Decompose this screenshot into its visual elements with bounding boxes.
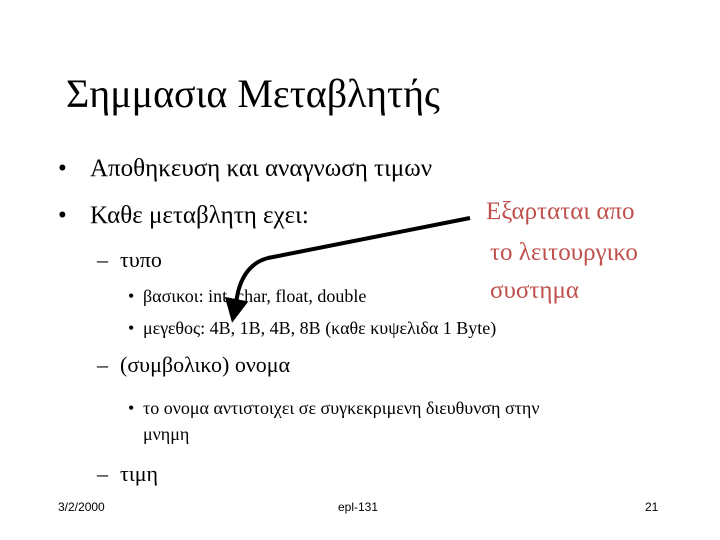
sub-bullet-value: τιμη [120,461,159,486]
dash-marker: – [97,461,108,486]
bullet-marker: • [58,202,67,229]
bullet-each-variable: Καθε μεταβλητη εχει: [90,202,309,229]
bullet-marker: • [58,155,67,182]
sub-sub-bullet-name-maps-line2: μνημη [143,424,190,444]
sub-sub-bullet-sizes: μεγεθος: 4B, 1B, 4B, 8B (καθε κυψελιδα 1 Byte) [143,318,497,338]
annotation-line2: το λειτουργικο [490,239,638,266]
bullet-marker: • [128,318,135,338]
bullet-marker: • [128,286,135,306]
sub-sub-bullet-name-maps-line1: το ονομα αντιστοιχει σε συγκεκριμενη διευθυνση στην [143,398,540,418]
annotation-line3: συστημα [490,277,579,304]
footer-course: epl-131 [338,500,379,514]
bullet-storage: Αποθηκευση και αναγνωση τιμων [90,155,432,182]
dash-marker: – [97,352,108,377]
sub-bullet-type: τυπο [120,247,162,272]
sub-sub-bullet-basic-types: βασικοι: int, char, float, double [143,286,367,306]
footer-page-number: 21 [645,500,659,514]
bullet-marker: • [128,398,135,418]
sub-bullet-symbolic-name: (συμβολικο) ονομα [120,352,291,377]
dash-marker: – [97,247,108,272]
footer-date: 3/2/2000 [58,500,105,514]
annotation-line1: Εξαρταται απο [486,198,635,225]
slide-title: Σημμασια Μεταβλητής [66,71,440,116]
